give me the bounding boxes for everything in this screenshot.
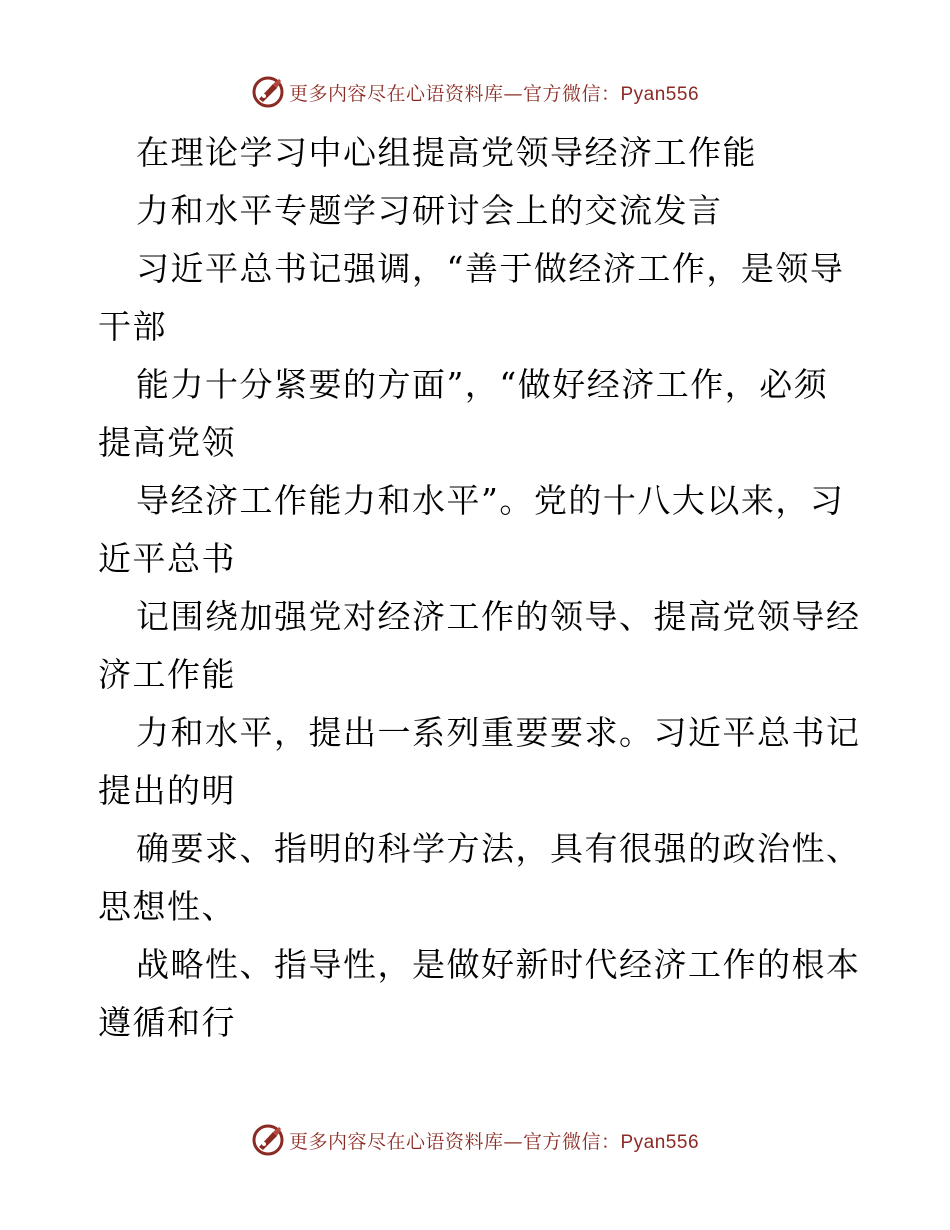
text-line: 力和水平，提出一系列重要要求。习近平总书记 [136, 713, 861, 752]
header-watermark [0, 72, 950, 112]
text-line: 习近平总书记强调，“善于做经济工作，是领导 [136, 249, 845, 288]
text-line: 济工作能 [98, 655, 236, 694]
watermark-id: Pyan556 [620, 83, 700, 105]
watermark-dash: — [503, 82, 523, 105]
text-line: 力和水平专题学习研讨会上的交流发言 [136, 191, 723, 230]
footer-watermark [0, 1120, 950, 1160]
pen-nib-circle-icon [251, 75, 285, 109]
text-line: 提高党领 [98, 423, 236, 462]
text-line: 近平总书 [98, 539, 236, 578]
text-line: 确要求、指明的科学方法，具有很强的政治性、 [136, 829, 861, 868]
text-line: 记围绕加强党对经济工作的领导、提高党领导经 [136, 597, 861, 636]
watermark-official: 官方微信： [522, 1130, 621, 1153]
text-line: 能力十分紧要的方面”，“做好经济工作，必须 [136, 365, 829, 404]
text-line: 战略性、指导性，是做好新时代经济工作的根本 [136, 945, 861, 984]
watermark-official: 官方微信： [522, 82, 621, 105]
text-line: 导经济工作能力和水平”。党的十八大以来，习 [136, 481, 845, 520]
document-body [98, 124, 868, 1052]
watermark-dash: — [503, 1130, 523, 1153]
text-line: 在理论学习中心组提高党领导经济工作能 [136, 133, 757, 172]
pen-nib-circle-icon [251, 1123, 285, 1157]
watermark-text: 更多内容尽在心语资料库 [288, 1130, 504, 1153]
watermark-text: 更多内容尽在心语资料库 [288, 82, 504, 105]
text-line: 遵循和行 [98, 1003, 236, 1042]
text-line: 干部 [98, 307, 167, 346]
text-line: 思想性、 [98, 887, 236, 926]
watermark-id: Pyan556 [620, 1131, 700, 1153]
text-line: 提出的明 [98, 771, 236, 810]
